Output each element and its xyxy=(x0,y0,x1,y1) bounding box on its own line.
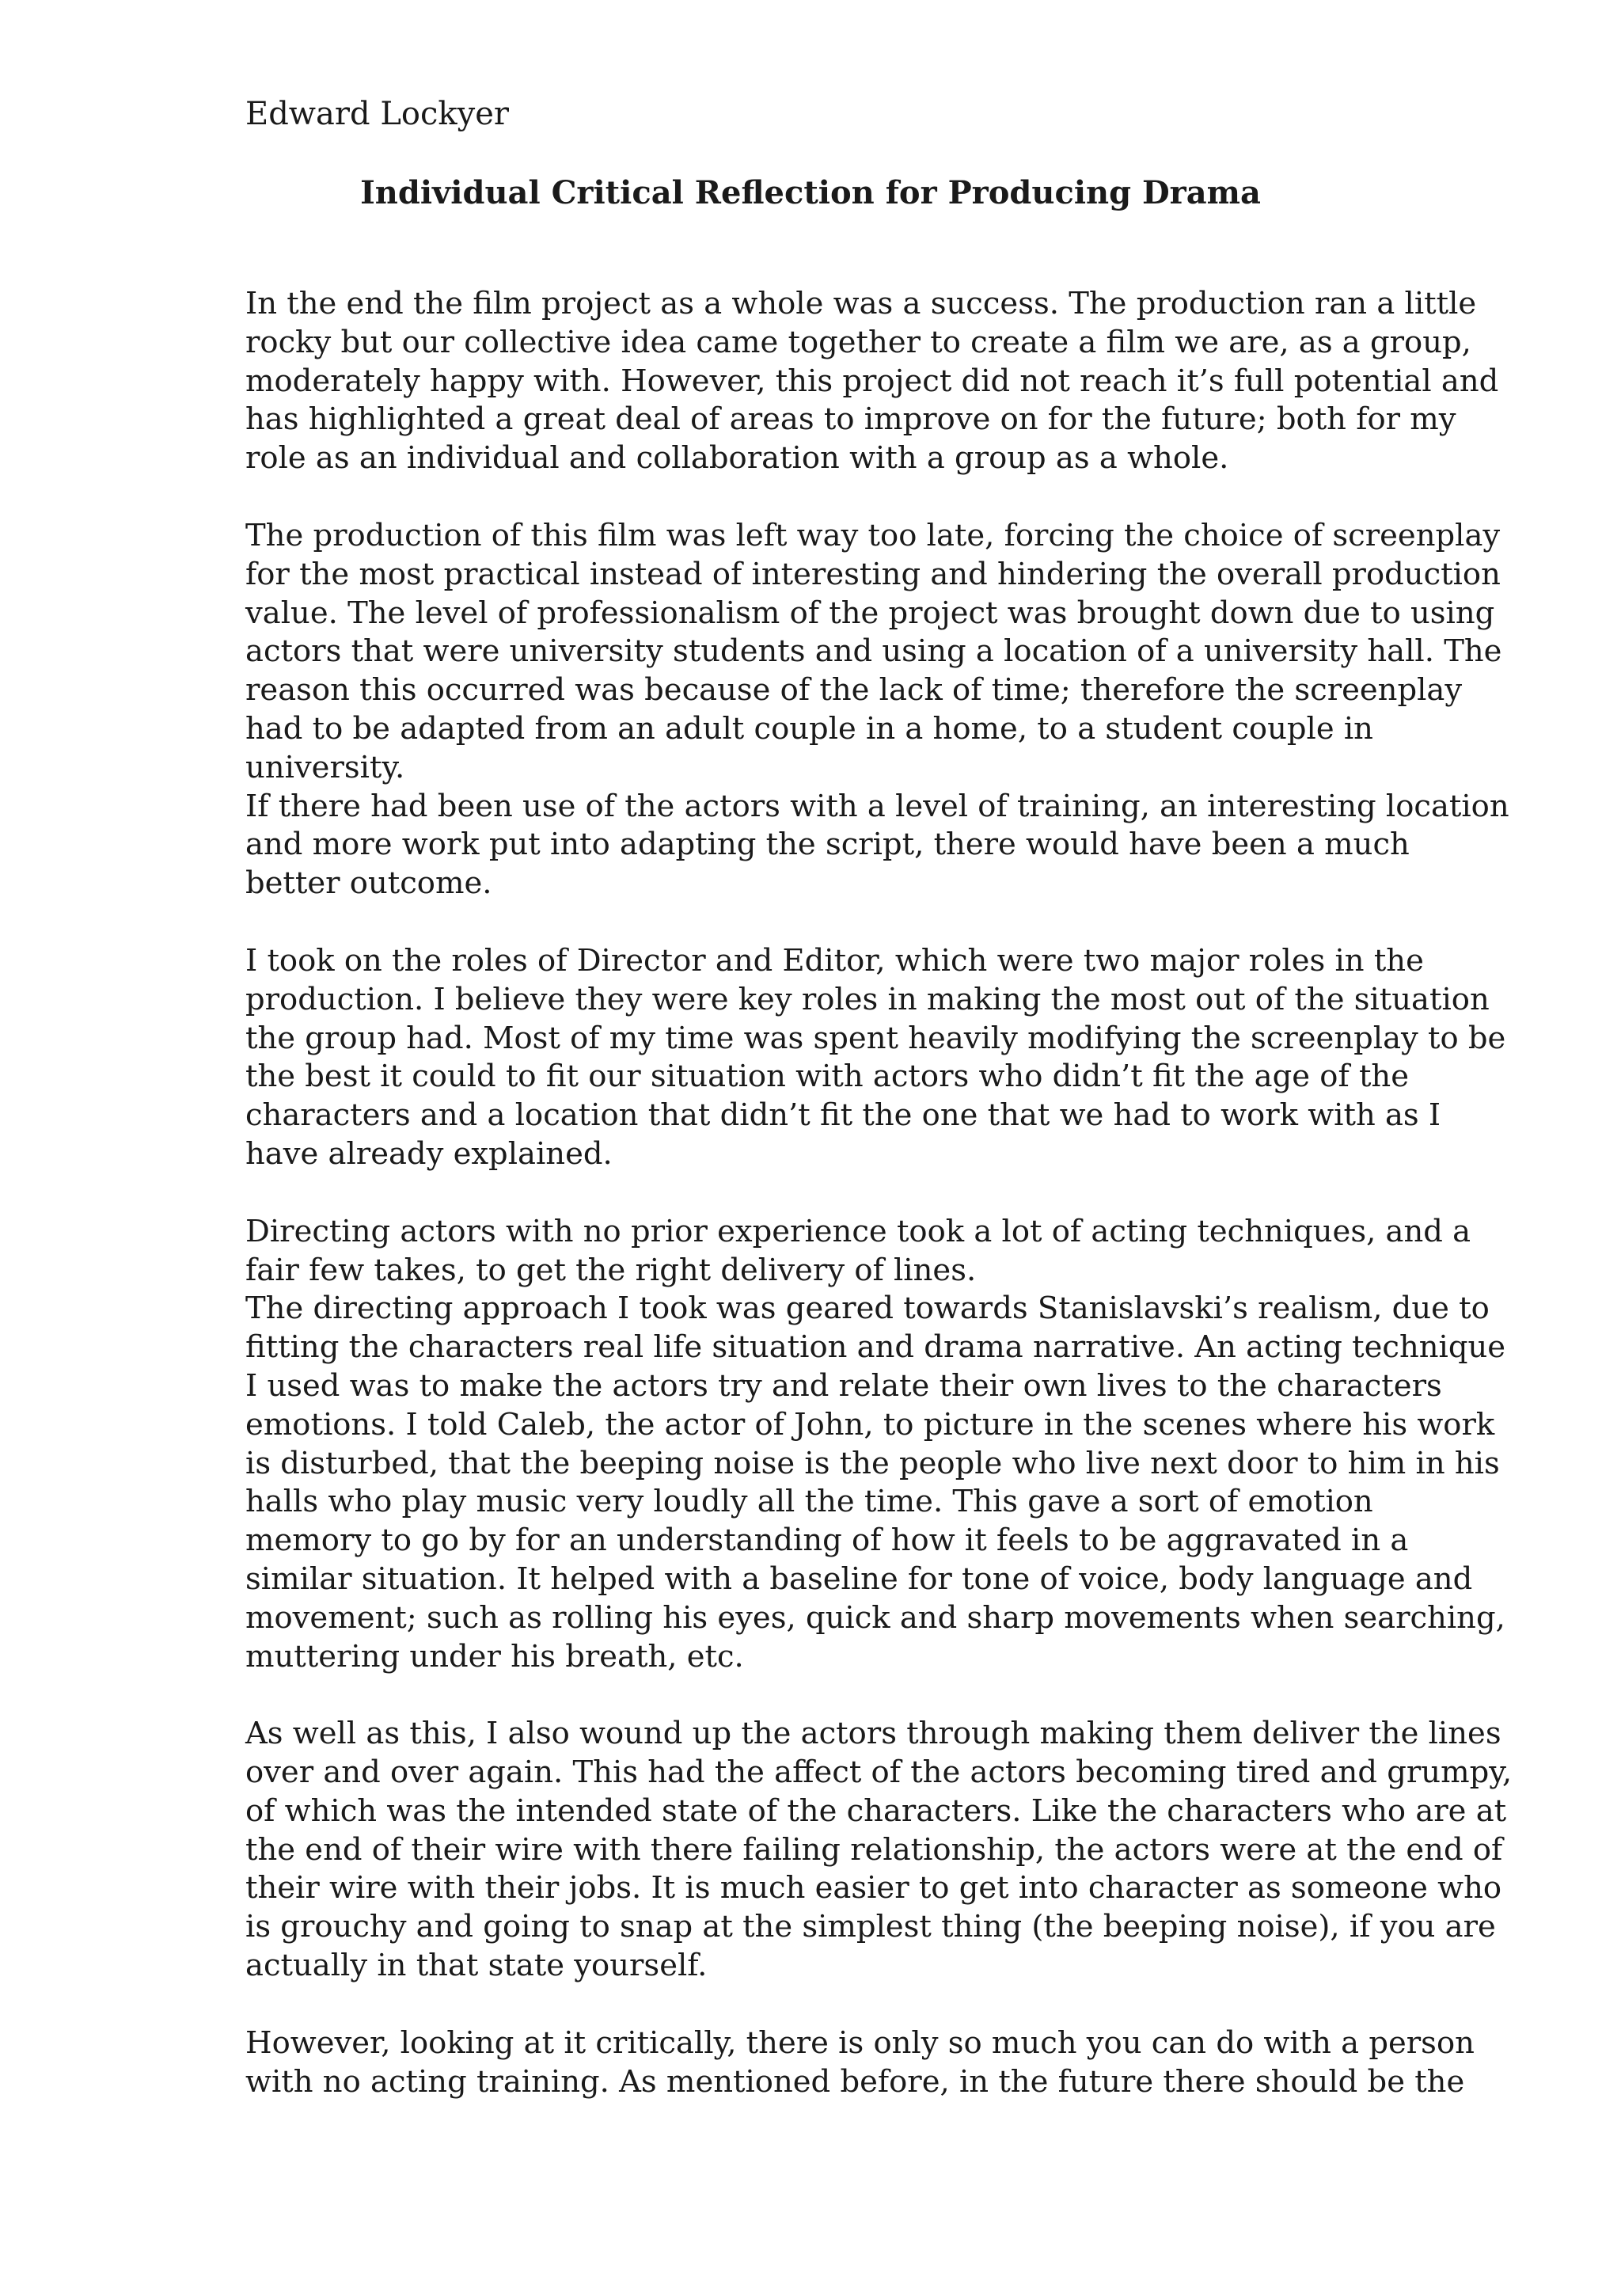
paragraph-7 xyxy=(245,1715,1513,1986)
text-line: and more work put into adapting the script, there would have been a much xyxy=(245,827,1410,863)
text-line: fair few takes, to get the right delivery of lines. xyxy=(245,1252,977,1288)
text-line: In the end the film project as a whole was a success. The production ran a little xyxy=(245,286,1477,321)
document-body xyxy=(245,285,1513,2101)
text-line: the best it could to fit our situation with actors who didn’t fit the age of the xyxy=(245,1059,1409,1095)
paragraph-6 xyxy=(245,1290,1506,1676)
paragraph-3 xyxy=(245,788,1509,903)
text-line: Directing actors with no prior experience took a lot of acting techniques, and a xyxy=(245,1213,1471,1249)
text-line: memory to go by for an understanding of how it feels to be aggravated in a xyxy=(245,1522,1409,1559)
text-line: halls who play music very loudly all the time. This gave a sort of emotion xyxy=(245,1484,1373,1520)
text-line: As well as this, I also wound up the actors through making them deliver the lines xyxy=(245,1716,1501,1752)
text-line: actors that were university students and using a location of a university hall. The xyxy=(245,633,1502,670)
text-line: similar situation. It helped with a baseline for tone of voice, body language and xyxy=(245,1560,1473,1597)
text-line: of which was the intended state of the characters. Like the characters who are at xyxy=(245,1792,1507,1829)
text-line: is grouchy and going to snap at the simplest thing (the beeping noise), if you are xyxy=(245,1909,1496,1945)
text-line: have already explained. xyxy=(245,1135,613,1172)
text-line: university. xyxy=(245,749,405,785)
text-line: with no acting training. As mentioned before, in the future there should be the xyxy=(245,2063,1465,2100)
text-line: value. The level of professionalism of the project was brought down due to using xyxy=(245,595,1495,631)
paragraph-1 xyxy=(245,285,1499,478)
text-line: production. I believe they were key roles in making the most out of the situation xyxy=(245,981,1490,1017)
text-line: role as an individual and collaboration with a group as a whole. xyxy=(245,440,1229,477)
text-line: movement; such as rolling his eyes, quick and sharp movements when searching, xyxy=(245,1599,1505,1636)
text-line: the group had. Most of my time was spent heavily modifying the screenplay to be xyxy=(245,1020,1506,1056)
paragraph-4 xyxy=(245,942,1506,1174)
text-line: for the most practical instead of interesting and hindering the overall production xyxy=(245,556,1501,592)
text-line: is disturbed, that the beeping noise is the people who live next door to him in his xyxy=(245,1445,1500,1481)
author-name: Edward Lockyer xyxy=(245,96,510,132)
text-line: The directing approach I took was geared towards Stanislavski’s realism, due to xyxy=(245,1291,1490,1327)
text-line: I used was to make the actors try and relate their own lives to the characters xyxy=(245,1367,1442,1404)
text-line: fitting the characters real life situation and drama narrative. An acting technique xyxy=(245,1329,1506,1366)
text-line: the end of their wire with there failing relationship, the actors were at the end of xyxy=(245,1831,1503,1868)
text-line: If there had been use of the actors with a level of training, an interesting location xyxy=(245,788,1509,824)
text-line: over and over again. This had the affect of the actors becoming tired and grumpy, xyxy=(245,1754,1513,1791)
text-line: their wire with their jobs. It is much easier to get into character as someone who xyxy=(245,1870,1502,1906)
document-title: Individual Critical Reflection for Producing Drama xyxy=(360,174,1261,211)
text-line: characters and a location that didn’t fit the one that we had to work with as I xyxy=(245,1097,1441,1134)
text-line: actually in that state yourself. xyxy=(245,1948,708,1984)
text-line: has highlighted a great deal of areas to improve on for the future; both for my xyxy=(245,401,1456,438)
text-line: I took on the roles of Director and Editor, which were two major roles in the xyxy=(245,942,1424,979)
paragraph-2 xyxy=(245,517,1502,788)
text-line: The production of this film was left way too late, forcing the choice of screenplay xyxy=(245,517,1501,553)
text-line: emotions. I told Caleb, the actor of John, to picture in the scenes where his work xyxy=(245,1406,1495,1443)
text-line: had to be adapted from an adult couple in a home, to a student couple in xyxy=(245,710,1373,747)
text-line: moderately happy with. However, this project did not reach it’s full potential and xyxy=(245,363,1499,399)
text-line: better outcome. xyxy=(245,865,492,902)
paragraph-5 xyxy=(245,1213,1471,1291)
paragraph-8 xyxy=(245,2024,1475,2102)
text-line: muttering under his breath, etc. xyxy=(245,1638,744,1674)
text-line: rocky but our collective idea came together to create a film we are, as a group, xyxy=(245,324,1471,360)
text-line: reason this occurred was because of the lack of time; therefore the screenplay xyxy=(245,672,1463,709)
text-line: However, looking at it critically, there is only so much you can do with a person xyxy=(245,2024,1475,2061)
